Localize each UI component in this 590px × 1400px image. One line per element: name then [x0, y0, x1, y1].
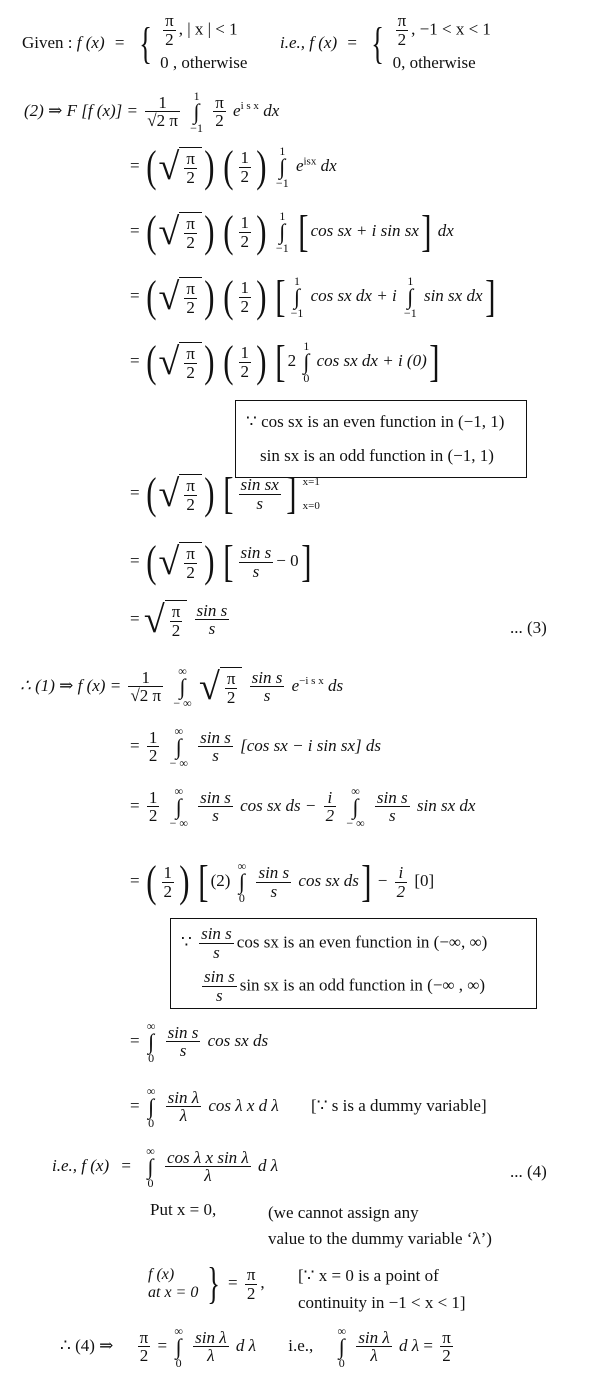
coef: (2): [210, 870, 231, 890]
den: λ: [370, 1346, 378, 1366]
den: 2: [171, 620, 181, 640]
sqrt: √ $\frac{\pi}{2}$: [159, 147, 202, 187]
term: cos sx ds −: [240, 795, 317, 815]
note-line: ∵ cos sx is an even function in (−1, 1): [246, 412, 505, 431]
den: 2: [442, 1346, 451, 1366]
integral: ∞ ∫ 0: [146, 1019, 156, 1065]
lhs: i.e., f (x): [52, 1155, 110, 1175]
lower: −1: [290, 305, 304, 320]
zero-bracket: [0]: [414, 870, 435, 890]
integral: ∞ ∫ − ∞: [169, 724, 188, 770]
den: 2: [186, 168, 195, 187]
upper: ∞: [237, 859, 247, 874]
lower: 0: [175, 1355, 182, 1370]
note-line: sin sx is an odd function in (−∞ , ∞): [239, 974, 486, 994]
note-box-1: [235, 400, 527, 478]
den: √2 π: [130, 686, 162, 706]
given-line: [22, 12, 247, 76]
num: π: [186, 544, 195, 564]
equation-ref: ... (3): [510, 618, 547, 637]
fraction: [184, 477, 197, 514]
line-3: = (√ $\frac{\pi}{2}$ ) ( $\frac{1}{2}$ ) 1 ∫ −1 [ cos sx + i sin sx] dx: [130, 207, 454, 256]
lhs: ∴ (1) ⇒ f (x) =: [20, 675, 122, 695]
fraction: [184, 280, 197, 317]
fraction: [195, 602, 230, 639]
put-text: Put x = 0,: [150, 1200, 217, 1219]
atx: at x = 0: [148, 1284, 199, 1301]
den: 2: [186, 298, 195, 317]
fraction: [184, 545, 197, 582]
sqrt: √ $\frac{\pi}{2}$: [199, 667, 242, 707]
dx: dx: [437, 220, 454, 240]
fraction: [395, 864, 408, 901]
num: 1: [240, 147, 250, 167]
integral: ∞ ∫ 0: [146, 1084, 156, 1130]
den: s: [216, 985, 223, 1005]
lower: − ∞: [169, 755, 188, 770]
lower: x=0: [302, 500, 320, 513]
den: 2: [240, 296, 250, 316]
den: s: [208, 619, 216, 639]
put-note: [268, 1200, 492, 1251]
dx: dx: [263, 100, 280, 120]
fraction: [184, 215, 197, 252]
ie-fx: i.e., f (x): [280, 32, 338, 52]
num: π: [397, 11, 407, 30]
dlambda: d λ: [399, 1335, 420, 1355]
upper: ∞: [174, 1324, 183, 1338]
fx-at-0: f (x) at x = 0 } = $\frac{\pi}{2}$ ,: [148, 1259, 265, 1308]
eq: =: [227, 1272, 238, 1292]
upper: ∞: [337, 1324, 347, 1338]
exp-sup: i s x: [240, 100, 259, 113]
term1: cos sx dx + i: [310, 285, 397, 305]
lower: − ∞: [169, 815, 188, 830]
num: π: [246, 1264, 256, 1284]
brace: {: [138, 18, 152, 68]
fraction: [245, 1266, 258, 1303]
term3: cos sx dx + i (0): [316, 350, 427, 370]
integral: ∞ ∫ 0: [337, 1324, 347, 1370]
den: s: [252, 561, 260, 581]
num: π: [186, 344, 195, 364]
num: i: [395, 864, 408, 883]
fraction: [225, 670, 238, 707]
fraction: [128, 669, 163, 706]
num: sin sx: [240, 474, 279, 494]
den: 2: [186, 495, 195, 515]
num: π: [165, 11, 174, 30]
upper: 1: [407, 274, 414, 289]
num: π: [215, 92, 224, 112]
dlambda: d λ: [258, 1155, 279, 1175]
num: π: [226, 669, 236, 689]
lower: 0: [148, 1115, 155, 1130]
lower: − ∞: [173, 695, 192, 710]
fraction: [213, 94, 226, 131]
eq-sign: =: [347, 32, 357, 52]
integral: ∞ ∫ 0: [237, 859, 247, 905]
upper: 1: [303, 339, 310, 354]
upper: ∞: [146, 1019, 156, 1033]
den: s: [388, 806, 396, 826]
sqrt: √ $\frac{\pi}{2}$: [159, 542, 202, 582]
eq: =: [130, 285, 140, 305]
given-label: Given :: [22, 32, 73, 52]
fraction: [147, 789, 160, 826]
upper: ∞: [178, 664, 187, 678]
fraction: [162, 864, 175, 901]
fraction: [145, 94, 180, 131]
fourier-line-1: [24, 90, 279, 134]
upper: ∞: [351, 784, 360, 798]
num: π: [139, 1327, 149, 1347]
exp: e: [291, 675, 300, 695]
den: s: [270, 881, 278, 901]
integral: ∞ ∫ − ∞: [346, 784, 365, 830]
lower: − ∞: [346, 815, 365, 830]
fraction: [199, 925, 234, 962]
given-ie: [280, 12, 491, 76]
fraction: [356, 1329, 391, 1366]
upper: 1: [193, 89, 200, 103]
cases: [160, 12, 247, 76]
den: 2: [139, 1346, 149, 1366]
lower: 0: [147, 1175, 154, 1190]
integrand: cos sx + i sin sx: [310, 220, 419, 240]
den: 2: [325, 806, 335, 826]
upper: ∞: [146, 1084, 156, 1098]
ds: ds: [327, 675, 344, 695]
den: 2: [226, 687, 236, 707]
lower: −1: [275, 240, 289, 255]
num: sin λ: [358, 1327, 390, 1347]
num: π: [186, 279, 195, 299]
num: sin s: [376, 787, 408, 807]
line-2: = (√ $\frac{\pi}{2}$ ) ( $\frac{1}{2}$ ) 1 ∫ −1 $e^{isx}$ dx: [130, 142, 337, 191]
note-line: [∵ x = 0 is a point of: [298, 1266, 439, 1285]
den: 2: [215, 111, 224, 131]
upper: 1: [279, 144, 286, 159]
upper: ∞: [146, 1144, 155, 1158]
num: π: [186, 214, 195, 234]
because: ∵: [181, 932, 192, 952]
num: sin s: [201, 924, 232, 943]
fraction: [396, 12, 409, 49]
fraction: [375, 789, 410, 826]
num: 1: [128, 669, 163, 688]
num: 1: [148, 727, 158, 747]
den: s: [256, 493, 263, 513]
inverse-line-3: [130, 785, 475, 829]
dlambda: d λ: [235, 1335, 256, 1355]
den: s: [179, 1041, 187, 1061]
fraction: [239, 279, 252, 316]
num: sin s: [240, 542, 272, 562]
fraction: [202, 968, 237, 1005]
den: s: [212, 806, 219, 826]
fraction: [324, 789, 337, 826]
num: 1: [240, 212, 250, 232]
eq: =: [130, 350, 140, 370]
den: 2: [240, 166, 250, 186]
upper: 1: [279, 209, 286, 224]
fx: f (x): [148, 1265, 175, 1283]
fraction: [193, 1329, 228, 1366]
den: 2: [186, 233, 195, 252]
case2: 0 , otherwise: [160, 52, 248, 72]
lower: −1: [275, 175, 289, 190]
num: sin λ: [195, 1327, 227, 1347]
num: 1: [240, 277, 250, 297]
final-line: [60, 1325, 456, 1369]
lower: −1: [403, 305, 417, 320]
den: λ: [179, 1106, 188, 1126]
lower: 0: [303, 370, 310, 385]
num: π: [186, 149, 195, 169]
eq-sign: =: [114, 32, 125, 52]
fraction: [198, 789, 233, 826]
num: sin λ: [167, 1087, 200, 1107]
den: λ: [204, 1166, 212, 1186]
fx: f (x): [76, 32, 105, 52]
exp: e: [295, 155, 304, 175]
eq: =: [130, 1030, 140, 1050]
den: 2: [186, 563, 195, 582]
integrand: [cos sx − i sin sx] ds: [240, 735, 382, 755]
num: cos λ x sin λ: [167, 1147, 249, 1167]
case1: , −1 < x < 1: [411, 19, 491, 39]
fraction: [184, 150, 197, 187]
den: s: [213, 942, 220, 962]
inverse-line-6: [130, 1085, 487, 1129]
eq: =: [423, 1335, 433, 1355]
fraction: [239, 344, 252, 381]
integral: ∞ ∫ 0: [146, 1144, 155, 1190]
minus: − 0: [276, 550, 299, 570]
case1: , | x | < 1: [178, 19, 238, 39]
eq: =: [157, 1335, 168, 1355]
fraction: [184, 345, 197, 382]
note-line: value to the dummy variable ‘λ’): [268, 1228, 492, 1248]
upper: x=1: [302, 476, 320, 488]
fraction: [138, 1329, 151, 1366]
fraction: [440, 1329, 453, 1366]
den: 2: [148, 746, 158, 766]
den: √2 π: [147, 111, 178, 131]
note-line: sin sx is an odd function in (−1, 1): [260, 446, 494, 465]
eq: =: [130, 735, 140, 755]
line-4: = (√ $\frac{\pi}{2}$ ) ( $\frac{1}{2}$ ) [ 1 ∫ −1 cos sx dx + i 1 ∫ −1 sin sx dx]: [130, 272, 495, 321]
fraction: [239, 149, 252, 186]
eq: =: [130, 1095, 140, 1115]
den: 2: [240, 231, 250, 251]
inverse-line-4: = ( $\frac{1}{2}$ ) [ (2) ∞ ∫ 0 $\frac{\text{sin s}}{s}$ cos sx ds] − $\frac{i}{2}$ [0]: [130, 857, 435, 906]
integral: ∞ ∫ − ∞: [169, 784, 188, 830]
eq: =: [130, 870, 140, 890]
lower: 0: [238, 890, 245, 905]
note-box-2: [170, 918, 537, 1009]
fraction: [166, 1024, 201, 1061]
ie: i.e.,: [288, 1335, 314, 1355]
num: π: [171, 602, 181, 621]
den: s: [263, 686, 271, 706]
note-line: continuity in −1 < x < 1]: [298, 1293, 466, 1313]
equation-ref: ... (4): [510, 1162, 547, 1181]
inverse-line-2: [130, 725, 381, 769]
note-line: (we cannot assign any: [268, 1203, 419, 1222]
fraction: [165, 1149, 251, 1186]
cases: [393, 12, 491, 76]
eq: =: [130, 550, 140, 570]
den: 2: [163, 881, 172, 901]
sqrt: √ $\frac{\pi}{2}$: [144, 600, 187, 640]
sqrt: √ $\frac{\pi}{2}$: [159, 474, 202, 514]
num: 1: [145, 94, 180, 113]
fraction: [163, 12, 176, 49]
fraction: [239, 214, 252, 251]
line-8: [130, 600, 232, 640]
num: i: [324, 789, 337, 808]
sqrt: √ $\frac{\pi}{2}$: [159, 212, 202, 252]
integral: 1 ∫ −1: [275, 209, 289, 255]
num: sin s: [200, 727, 231, 747]
lhs: ∴ (4) ⇒: [60, 1335, 114, 1355]
den: 2: [240, 361, 250, 381]
eq: =: [130, 608, 140, 628]
lower: −1: [190, 120, 203, 135]
num: sin s: [258, 862, 290, 882]
eq: =: [130, 220, 140, 240]
sqrt: √ $\frac{\pi}{2}$: [159, 342, 202, 382]
note: [∵ s is a dummy variable]: [311, 1095, 487, 1115]
fraction: [198, 729, 233, 766]
minus: −: [377, 870, 388, 890]
num: sin s: [204, 966, 235, 986]
den: 2: [397, 29, 407, 49]
line-7: = (√ $\frac{\pi}{2}$ ) [ $\frac{\text{sin s}}{s}$ − 0]: [130, 537, 312, 586]
num: 1: [240, 342, 250, 362]
num: sin s: [200, 787, 231, 807]
integral: 1 ∫ −1: [190, 89, 203, 135]
line-5: = (√ $\frac{\pi}{2}$ ) ( $\frac{1}{2}$ ) [ 2 1 ∫ 0 cos sx dx + i (0)]: [130, 337, 440, 386]
term: sin sx dx: [416, 795, 476, 815]
coef: 2: [287, 350, 297, 370]
case2: 0, otherwise: [392, 52, 476, 72]
den: 2: [148, 806, 158, 826]
eq: =: [130, 795, 140, 815]
integral: 1 ∫ 0: [303, 339, 310, 385]
den: 2: [246, 1283, 256, 1303]
integral: ∞ ∫ 0: [174, 1324, 183, 1370]
eq: =: [130, 483, 140, 503]
integral: 1 ∫ −1: [275, 144, 289, 190]
den: s: [212, 746, 219, 766]
term: cos sx ds: [298, 870, 359, 890]
line-6: = (√ $\frac{\pi}{2}$ ) [ $\frac{\text{sin sx}}{s}$ ] x=1 x=0: [130, 469, 320, 519]
fraction: [166, 1089, 201, 1126]
lhs: (2) ⇒ F [f (x)] =: [24, 100, 138, 120]
num: 1: [163, 862, 172, 882]
ie-line: [52, 1145, 278, 1189]
integral: 1 ∫ −1: [290, 274, 304, 320]
num: π: [186, 476, 195, 496]
continuity-note: [298, 1262, 466, 1316]
fraction: [250, 669, 285, 706]
exp-sup: isx: [303, 155, 317, 168]
note-line: cos sx is an even function in (−∞, ∞): [236, 932, 488, 952]
brace: {: [371, 18, 385, 68]
sqrt: √ $\frac{\pi}{2}$: [159, 277, 202, 317]
eq: =: [130, 155, 140, 175]
fraction: [239, 476, 281, 513]
den: 2: [165, 29, 174, 49]
inverse-line-5: [130, 1020, 268, 1064]
dx: dx: [320, 155, 337, 175]
lower: 0: [148, 1050, 155, 1065]
eq: =: [121, 1155, 131, 1175]
den: 2: [396, 881, 406, 901]
num: sin s: [167, 1022, 199, 1042]
upper: 1: [293, 274, 300, 289]
upper: ∞: [174, 724, 184, 738]
term: cos sx ds: [207, 1030, 269, 1050]
num: sin s: [196, 600, 228, 620]
lower: 0: [338, 1355, 345, 1370]
term: cos λ x d λ: [208, 1095, 279, 1115]
den: 2: [186, 363, 195, 382]
num: π: [442, 1327, 451, 1347]
fraction: [239, 544, 274, 581]
fraction: [256, 864, 291, 901]
fraction: [170, 603, 183, 640]
exp: e: [233, 100, 241, 120]
inverse-line-1: [20, 665, 343, 709]
num: sin s: [251, 667, 283, 687]
num: 1: [148, 787, 158, 807]
term2: sin sx dx: [423, 285, 483, 305]
integral: 1 ∫ −1: [403, 274, 417, 320]
exp-sup: −i s x: [299, 675, 324, 688]
den: λ: [207, 1346, 215, 1366]
fraction: [147, 729, 160, 766]
integral: ∞ ∫ − ∞: [173, 664, 192, 710]
upper: ∞: [174, 784, 184, 798]
